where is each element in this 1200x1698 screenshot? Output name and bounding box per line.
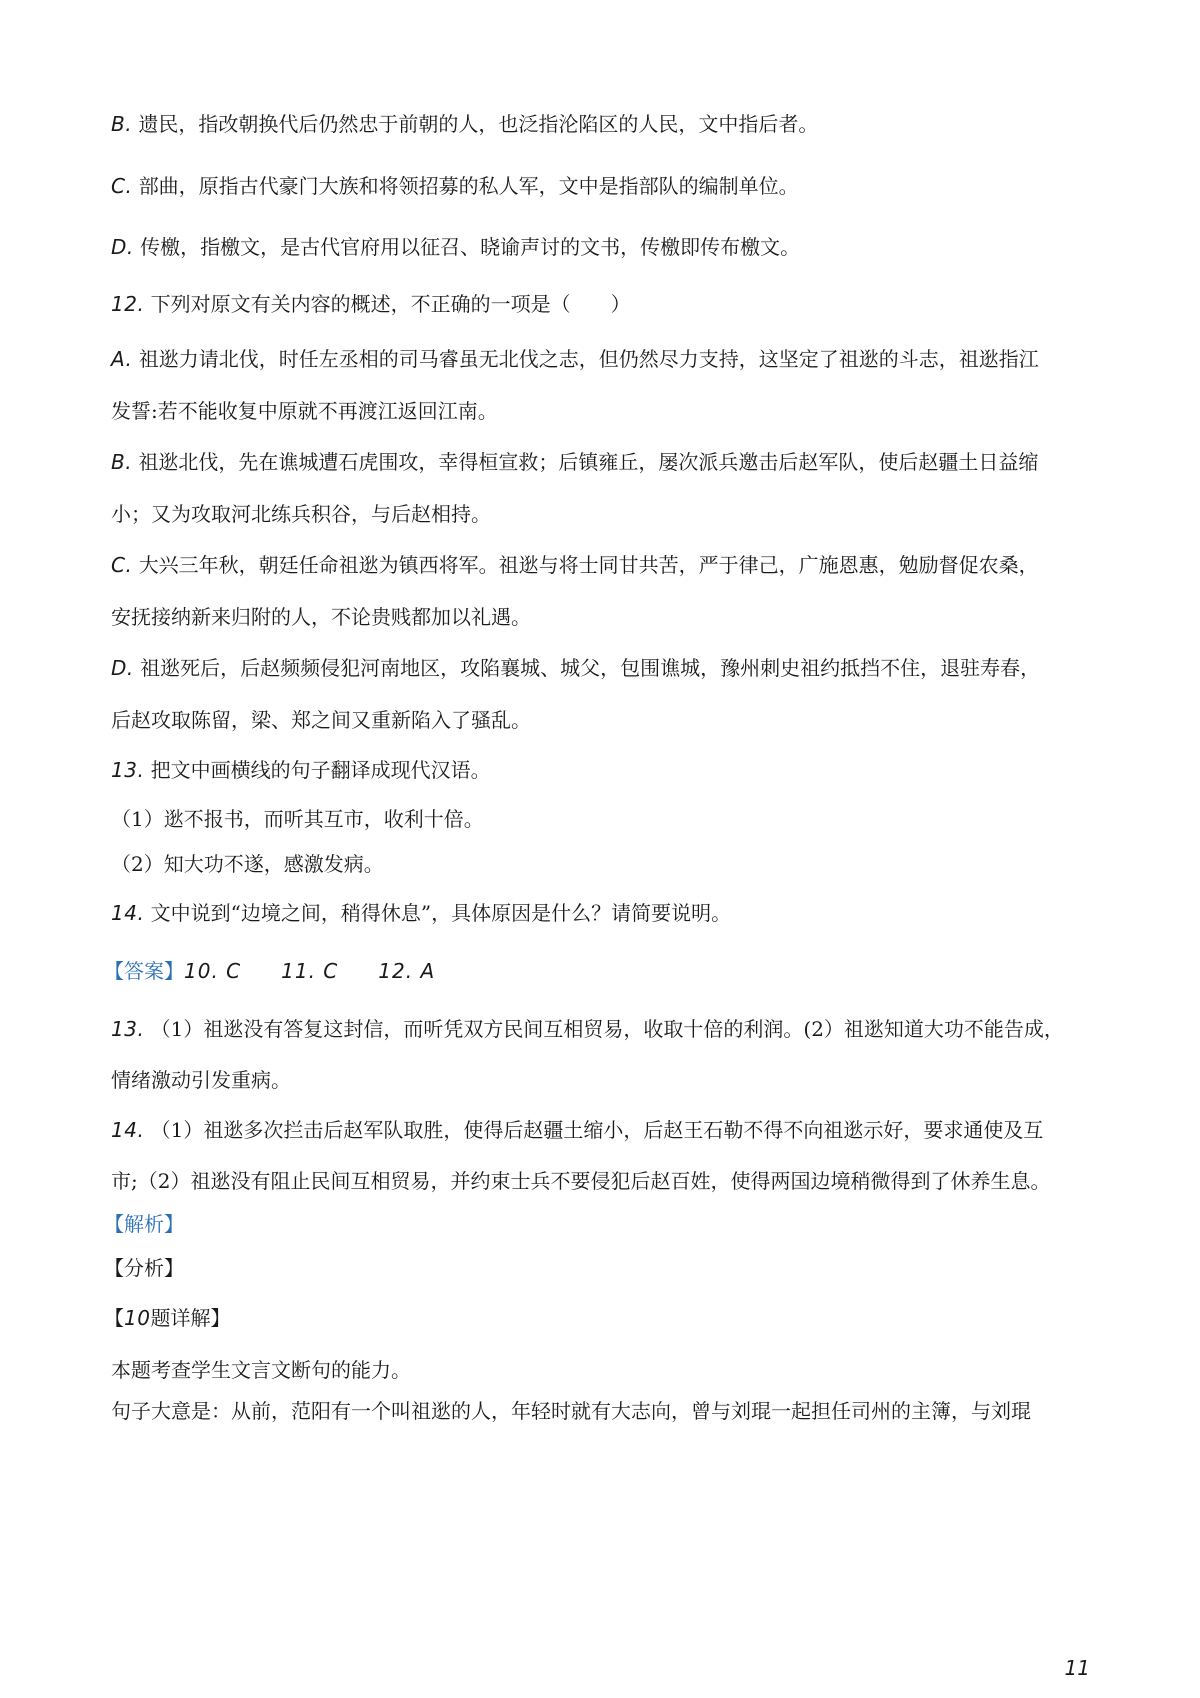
answer-12: 12. A <box>378 959 436 983</box>
answer-text: （1）祖逖多次拦击后赵军队取胜，使得后赵疆土缩小，后赵王石勒不得不向祖逖示好，要求通使及互 <box>150 1118 1044 1142</box>
option-text: 大兴三年秋，朝廷任命祖逖为镇西将军。祖逖与将士同甘共苦，严于律己，广施恩惠，勉励督促农桑， <box>138 553 1039 577</box>
question-text: 文中说到“边境之间，稍得休息”，具体原因是什么？请简要说明。 <box>150 901 732 925</box>
question-number: 12. <box>111 292 145 316</box>
q12-option-c-cont: 安抚接纳新来归附的人，不论贵贱都加以礼遇。 <box>111 605 531 629</box>
answer-13 <box>111 1015 1111 1043</box>
option-text: 遗民，指改朝换代后仍然忠于前朝的人，也泛指沦陷区的人民，文中指后者。 <box>138 112 819 136</box>
q12-option-b-cont: 小；又为攻取河北练兵积谷，与后赵相持。 <box>111 502 491 526</box>
option-text: 传檄，指檄文，是古代官府用以征召、晓谕声讨的文书，传檄即传布檄文。 <box>140 235 801 259</box>
option-label: C. <box>111 553 133 577</box>
q11-option-c <box>111 172 1111 200</box>
answer-10: 10. C <box>184 959 242 983</box>
option-label: B. <box>111 112 133 136</box>
q12-option-c <box>111 551 1111 579</box>
page-number: 11 <box>1064 1656 1090 1680</box>
q11-option-d <box>111 233 1111 261</box>
q13-stem <box>111 756 1111 784</box>
question-text: 把文中画横线的句子翻译成现代汉语。 <box>150 758 491 782</box>
q12-option-d-cont: 后赵攻取陈留，梁、郑之间又重新陷入了骚乱。 <box>111 708 531 732</box>
analysis-paragraph-2: 句子大意是：从前，范阳有一个叫祖逖的人，年轻时就有大志向，曾与刘琨一起担任司州的主簿，与刘琨 <box>111 1399 1031 1423</box>
answer-14 <box>111 1116 1111 1144</box>
q12-stem <box>111 290 1111 318</box>
option-label: A. <box>111 347 133 371</box>
question-text: 下列对原文有关内容的概述，不正确的一项是（ ） <box>150 292 631 316</box>
answer-line <box>104 957 1104 985</box>
answer-tag: 【答案】 <box>104 959 184 983</box>
option-label: C. <box>111 174 133 198</box>
option-label: D. <box>111 656 134 680</box>
answer-11: 11. C <box>281 959 339 983</box>
q13-sentence-1: （1）逖不报书，而听其互市，收利十倍。 <box>111 807 484 831</box>
answer-14-cont: 市;（2）祖逖没有阻止民间互相贸易，并约束士兵不要侵犯后赵百姓，使得两国边境稍微得到了休养生息。 <box>111 1169 1051 1193</box>
analysis-paragraph-1: 本题考查学生文言文断句的能力。 <box>111 1358 411 1382</box>
q12-option-a-cont: 发誓:若不能收复中原就不再渡江返回江南。 <box>111 399 498 423</box>
q12-option-d <box>111 654 1111 682</box>
question-number: 14. <box>111 1118 145 1142</box>
answer-text: （1）祖逖没有答复这封信，而听凭双方民间互相贸易，收取十倍的利润。(2）祖逖知道大功不能告成， <box>150 1017 1064 1041</box>
question-number: 13. <box>111 758 145 782</box>
q14-stem <box>111 899 1111 927</box>
option-text: 祖逖力请北伐，时任左丞相的司马睿虽无北伐之志，但仍然尽力支持，这坚定了祖逖的斗志，祖逖指江 <box>138 347 1039 371</box>
q13-sentence-2: （2）知大功不遂，感激发病。 <box>111 852 384 876</box>
option-text: 部曲，原指古代豪门大族和将领招募的私人军，文中是指部队的编制单位。 <box>138 174 799 198</box>
q11-option-b <box>111 110 1111 138</box>
detail-heading: 【10题详解】 <box>104 1306 231 1330</box>
option-text: 祖逖死后，后赵频频侵犯河南地区，攻陷襄城、城父，包围谯城，豫州刺史祖约抵挡不住，退驻寿春， <box>140 656 1041 680</box>
q12-option-a <box>111 345 1111 373</box>
option-text: 祖逖北伐，先在谯城遭石虎围攻，幸得桓宣救；后镇雍丘，屡次派兵邀击后赵军队，使后赵疆土日益缩 <box>138 450 1039 474</box>
detail-number: 10 <box>124 1306 151 1330</box>
analysis-fenxi: 【分析】 <box>104 1256 184 1280</box>
option-label: D. <box>111 235 134 259</box>
answer-13-cont: 情绪激动引发重病。 <box>111 1068 291 1092</box>
option-label: B. <box>111 450 133 474</box>
question-number: 13. <box>111 1017 145 1041</box>
analysis-tag: 【解析】 <box>104 1212 184 1236</box>
q12-option-b <box>111 448 1111 476</box>
question-number: 14. <box>111 901 145 925</box>
